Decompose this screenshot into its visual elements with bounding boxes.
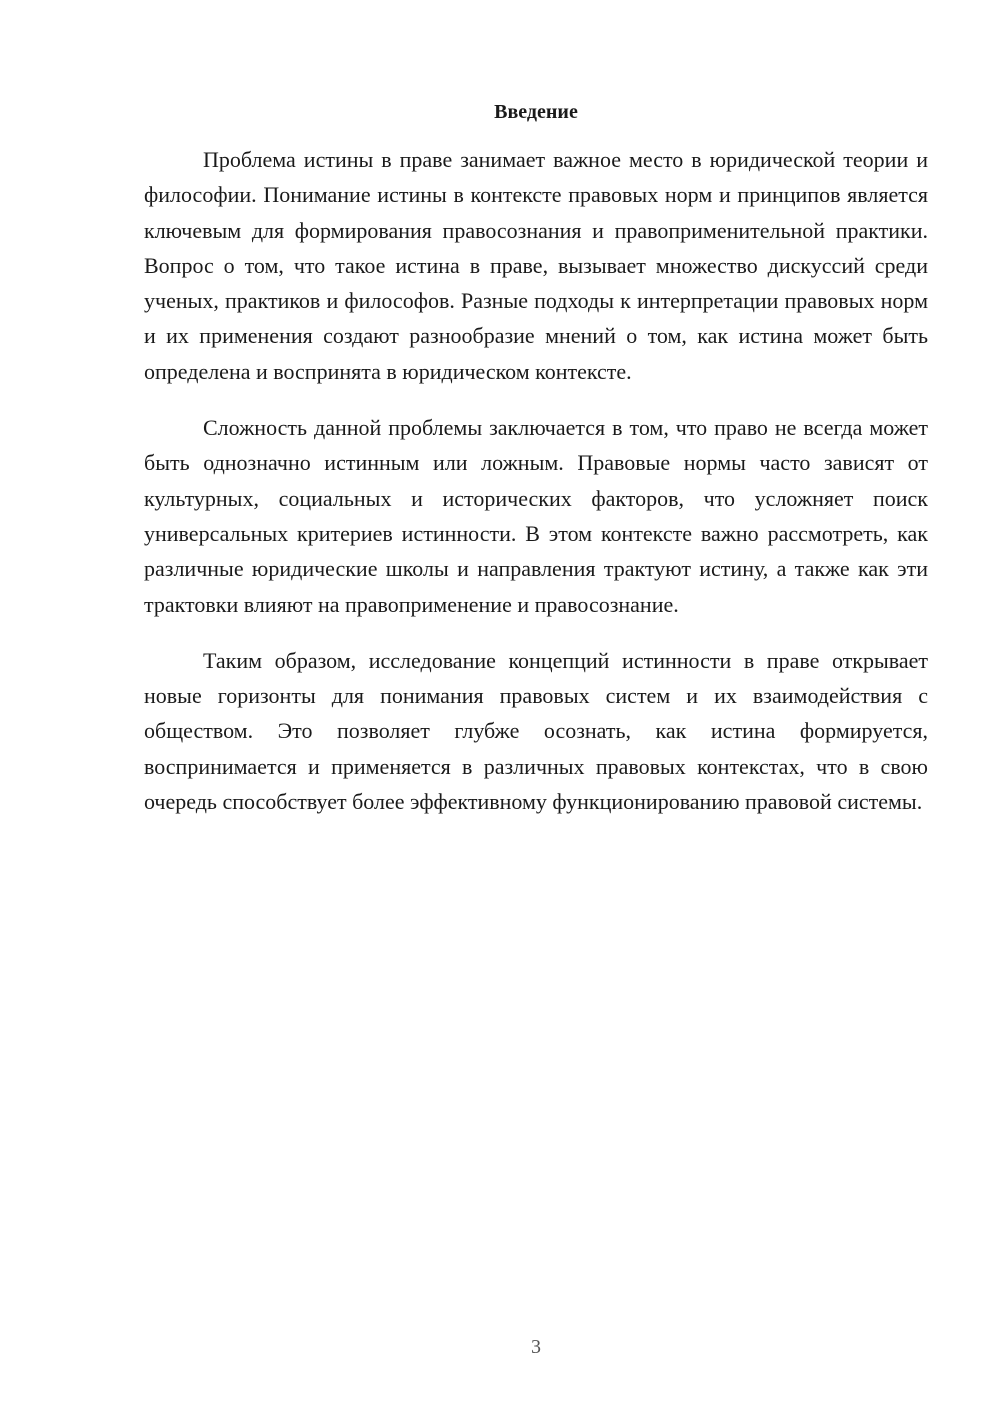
section-title: Введение <box>494 101 578 123</box>
paragraph-1: Проблема истины в праве занимает важное место в юридической теории и философии. Понимание истины в контексте правовых норм и принципов является ключевым для формирования правосознания и правоприменительной практики. Вопрос о том, что такое истина в праве, вызывает множество дискуссий среди ученых, практиков и философов. Разные подходы к интерпретации правовых норм и их применения создают разнообразие мнений о том, как истина может быть определена и воспринята в юридическом контексте. <box>144 147 928 384</box>
paragraph-3: Таким образом, исследование концепций истинности в праве открывает новые горизонты для понимания правовых систем и их взаимодействия с обществом. Это позволяет глубже осознать, как истина формируется, воспринимается и применяется в различных правовых контекстах, что в свою очередь способствует более эффективному функционированию правовой системы. <box>144 647 928 815</box>
page-number: 3 <box>531 1336 541 1358</box>
body-text <box>144 142 928 840</box>
paragraph-2: Сложность данной проблемы заключается в том, что право не всегда может быть однозначно истинным или ложным. Правовые нормы часто зависят от культурных, социальных и исторических факторов, что усложняет поиск универсальных критериев истинности. В этом контексте важно рассмотреть, как различные юридические школы и направления трактуют истину, а также как эти трактовки влияют на правоприменение и правосознание. <box>144 415 928 617</box>
